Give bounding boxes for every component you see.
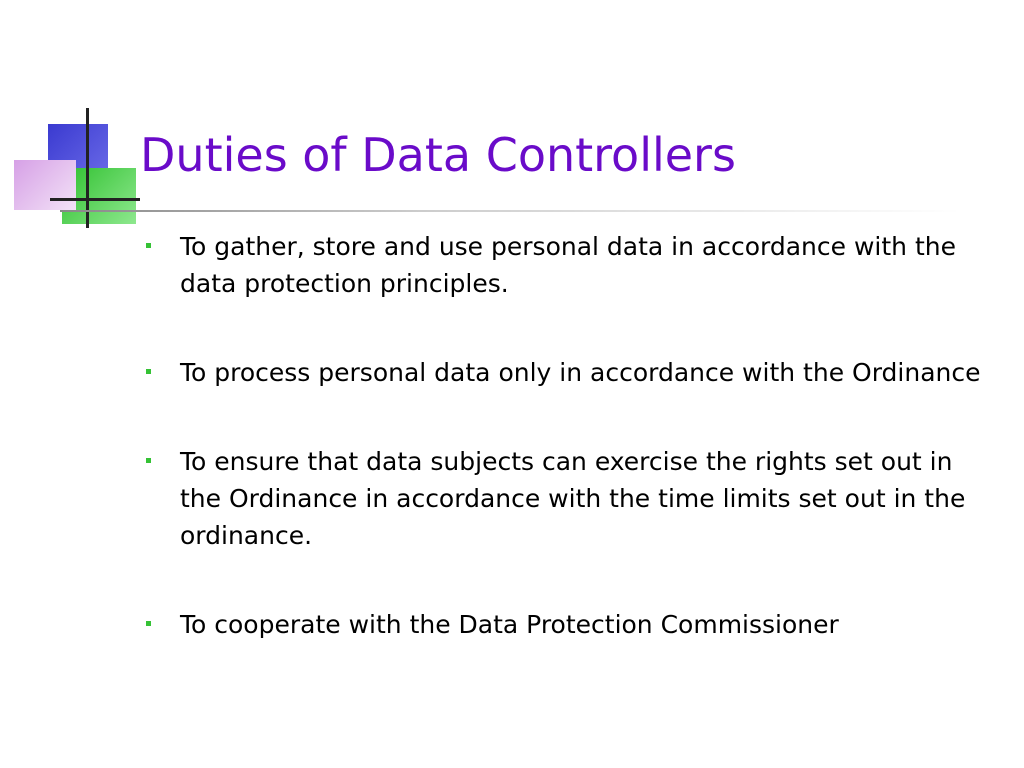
bullet-item — [140, 606, 1000, 643]
bullet-list — [140, 228, 1000, 695]
decorative-logo — [0, 0, 140, 240]
bullet-text: To process personal data only in accordance with the Ordinance — [180, 358, 981, 387]
bullet-item — [140, 228, 1000, 302]
bullet-item — [140, 354, 1000, 391]
bullet-square-icon — [146, 458, 151, 463]
title-underline — [60, 210, 960, 212]
horizontal-line-decoration — [50, 198, 140, 201]
bullet-text: To cooperate with the Data Protection Commissioner — [180, 610, 839, 639]
bullet-square-icon — [146, 369, 151, 374]
bullet-text: To ensure that data subjects can exercise the rights set out in the Ordinance in accordance with the time limits set out in the ordinance. — [180, 447, 966, 550]
bullet-item — [140, 443, 1000, 554]
slide-title: Duties of Data Controllers — [140, 128, 736, 182]
pink-square-decoration — [14, 160, 76, 210]
bullet-square-icon — [146, 243, 151, 248]
bullet-square-icon — [146, 621, 151, 626]
bullet-text: To gather, store and use personal data in accordance with the data protection principles. — [180, 232, 956, 298]
